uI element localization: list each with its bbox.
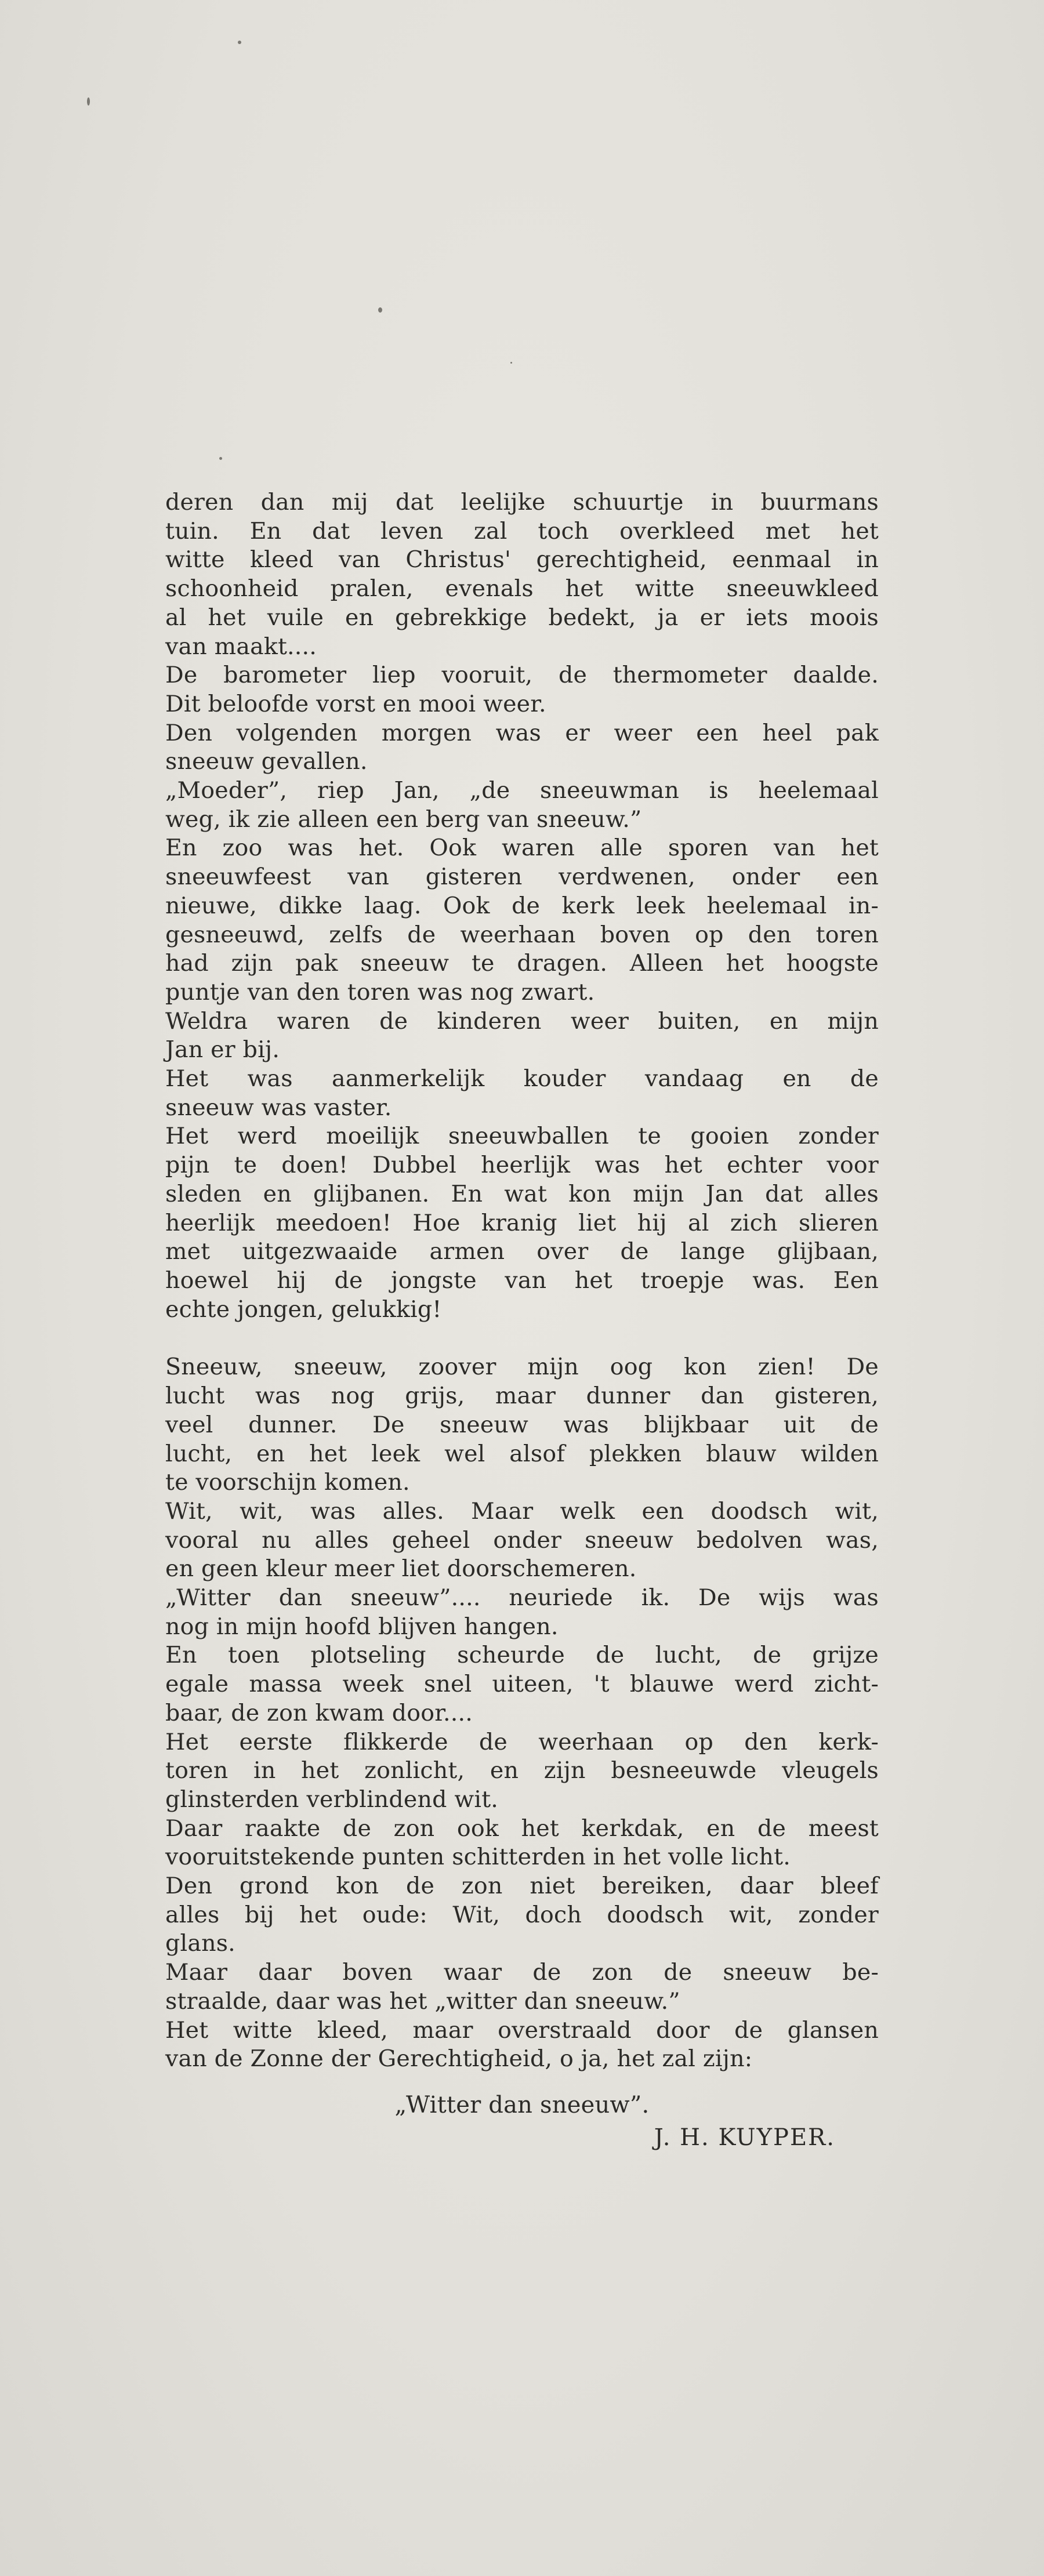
- speck-mark: [219, 457, 222, 460]
- speck-mark: [87, 97, 90, 106]
- text-line: De barometer liep vooruit, de thermometer daalde.: [165, 662, 879, 689]
- text-line: met uitgezwaaide armen over de lange glijbaan,: [165, 1238, 879, 1265]
- author-signature: J. H. KUYPER.: [654, 2124, 835, 2151]
- text-line: En toen plotseling scheurde de lucht, de grijze: [165, 1642, 879, 1669]
- text-line: Het werd moeilijk sneeuwballen te gooien zonder: [165, 1123, 879, 1150]
- text-line: witte kleed van Christus' gerechtigheid, eenmaal in: [165, 546, 879, 574]
- text-line: vooral nu alles geheel onder sneeuw bedolven was,: [165, 1526, 879, 1554]
- text-line: alles bij het oude: Wit, doch doodsch wit, zonder: [165, 1901, 879, 1928]
- article-text: [165, 488, 879, 2152]
- text-line: Den grond kon de zon niet bereiken, daar bleef: [165, 1873, 879, 1900]
- text-line: en geen kleur meer liet doorschemeren.: [165, 1555, 637, 1583]
- text-line: En zoo was het. Ook waren alle sporen van het: [165, 835, 879, 862]
- text-line: weg, ik zie alleen een berg van sneeuw.”: [165, 806, 642, 833]
- text-line: Sneeuw, sneeuw, zoover mijn oog kon zien! De: [165, 1354, 879, 1381]
- paragraph: [165, 1641, 879, 1728]
- text-line: Maar daar boven waar de zon de sneeuw be-: [165, 1959, 879, 1986]
- text-line: „Witter dan sneeuw”.... neuriede ik. De wijs was: [165, 1584, 879, 1612]
- text-line: Jan er bij.: [165, 1036, 280, 1064]
- text-line: Weldra waren de kinderen weer buiten, en mijn: [165, 1007, 879, 1035]
- text-line: puntje van den toren was nog zwart.: [165, 978, 595, 1006]
- text-line: Het eerste flikkerde de weerhaan op den kerk-: [165, 1728, 879, 1755]
- text-line: Het witte kleed, maar overstraald door de glansen: [165, 2016, 879, 2044]
- text-line: sneeuw gevallen.: [165, 748, 368, 775]
- text-line: echte jongen, gelukkig!: [165, 1296, 442, 1323]
- speck-mark: [378, 307, 382, 313]
- paragraph: [165, 1007, 879, 1065]
- text-line: van maakt....: [165, 633, 317, 660]
- text-line: glinsterden verblindend wit.: [165, 1786, 499, 1813]
- paragraph: [165, 719, 879, 777]
- speck-mark: [238, 41, 241, 44]
- text-line: straalde, daar was het „witter dan sneeuw.”: [165, 1987, 680, 2015]
- text-line: tuin. En dat leven zal toch overkleed met het: [165, 517, 879, 545]
- text-line: nieuwe, dikke laag. Ook de kerk leek heelemaal in-: [165, 892, 879, 919]
- speck-mark: [510, 362, 512, 364]
- text-line: Daar raakte de zon ook het kerkdak, en de meest: [165, 1815, 879, 1842]
- paragraph: [165, 1872, 879, 1958]
- text-line: al het vuile en gebrekkige bedekt, ja er iets moois: [165, 604, 879, 631]
- text-line: te voorschijn komen.: [165, 1469, 410, 1496]
- text-line: pijn te doen! Dubbel heerlijk was het echter voor: [165, 1152, 879, 1179]
- paragraph: [165, 2016, 879, 2074]
- paragraph: [165, 1353, 879, 1497]
- text-line: lucht was nog grijs, maar dunner dan gisteren,: [165, 1383, 879, 1410]
- paragraph-gap: [165, 1324, 879, 1353]
- paragraph: [165, 1958, 879, 2016]
- closing-line: „Witter dan sneeuw”.: [394, 2091, 650, 2118]
- text-line: heerlijk meedoen! Hoe kranig liet hij al zich slieren: [165, 1209, 879, 1236]
- text-line: baar, de zon kwam door....: [165, 1699, 473, 1726]
- text-line: van de Zonne der Gerechtigheid, o ja, het zal zijn:: [165, 2045, 753, 2073]
- paragraph: [165, 1728, 879, 1815]
- text-line: veel dunner. De sneeuw was blijkbaar uit de: [165, 1411, 879, 1438]
- text-line: sleden en glijbanen. En wat kon mijn Jan dat alles: [165, 1180, 879, 1207]
- text-line: Het was aanmerkelijk kouder vandaag en de: [165, 1065, 879, 1093]
- text-line: sneeuwfeest van gisteren verdwenen, onder een: [165, 863, 879, 891]
- text-line: lucht, en het leek wel alsof plekken blauw wilden: [165, 1440, 879, 1467]
- text-line: gesneeuwd, zelfs de weerhaan boven op den toren: [165, 921, 879, 948]
- text-line: nog in mijn hoofd blijven hangen.: [165, 1613, 559, 1640]
- paragraph: [165, 661, 879, 719]
- text-line: sneeuw was vaster.: [165, 1094, 392, 1121]
- paragraph: [165, 1497, 879, 1584]
- text-line: toren in het zonlicht, en zijn besneeuwde vleugels: [165, 1757, 879, 1784]
- text-line: Dit beloofde vorst en mooi weer.: [165, 690, 546, 717]
- paragraph: [165, 1815, 879, 1872]
- text-line: hoewel hij de jongste van het troepje was. Een: [165, 1267, 879, 1294]
- text-line: deren dan mij dat leelijke schuurtje in buurmans: [165, 489, 879, 516]
- paragraph: [165, 1584, 879, 1641]
- paragraph: [165, 488, 879, 661]
- text-line: glans.: [165, 1930, 235, 1957]
- text-line: egale massa week snel uiteen, 't blauwe werd zicht-: [165, 1671, 879, 1698]
- text-line: vooruitstekende punten schitterden in het volle licht.: [165, 1844, 791, 1871]
- paragraph: [165, 777, 879, 834]
- text-line: Den volgenden morgen was er weer een heel pak: [165, 719, 879, 746]
- text-line: Wit, wit, was alles. Maar welk een doodsch wit,: [165, 1497, 879, 1525]
- paragraph: [165, 834, 879, 1007]
- text-line: schoonheid pralen, evenals het witte sneeuwkleed: [165, 575, 879, 603]
- text-line: „Moeder”, riep Jan, „de sneeuwman is heelemaal: [165, 777, 879, 804]
- text-line: had zijn pak sneeuw te dragen. Alleen het hoogste: [165, 950, 879, 977]
- paragraph: [165, 1065, 879, 1122]
- paragraph: [165, 1122, 879, 1324]
